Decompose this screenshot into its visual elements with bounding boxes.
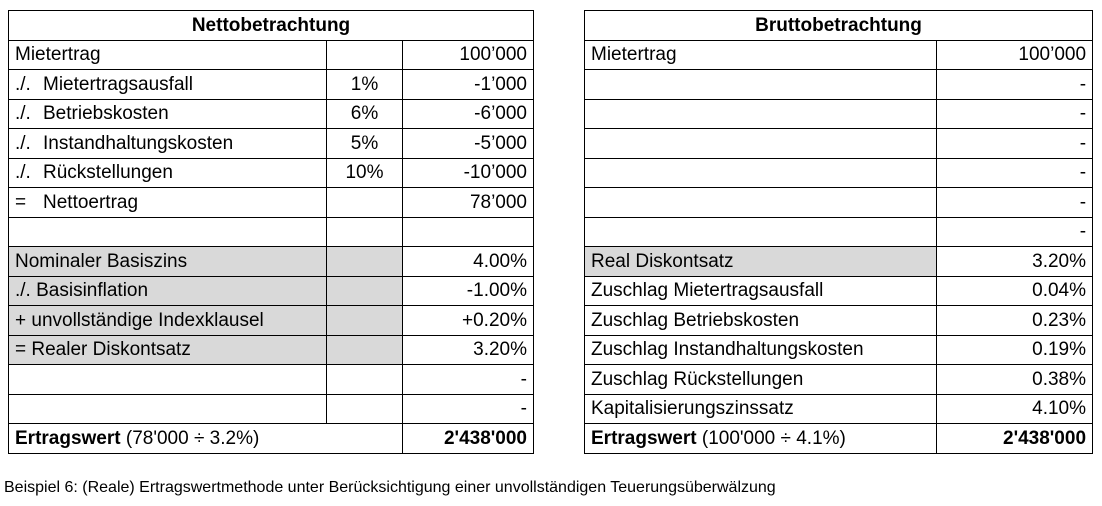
row-pct <box>327 335 403 365</box>
row-value: -5’000 <box>403 129 534 159</box>
row-pct <box>327 217 403 247</box>
row-value: 3.20% <box>937 247 1093 277</box>
table-row <box>9 129 534 159</box>
row-label <box>9 394 327 424</box>
row-label: Nominaler Basiszins <box>9 247 327 277</box>
row-value: -1.00% <box>403 276 534 306</box>
row-label <box>9 365 327 395</box>
row-label <box>585 99 937 129</box>
row-pct <box>327 394 403 424</box>
row-pct <box>327 188 403 218</box>
row-label-text: Rückstellungen <box>43 162 173 184</box>
row-label: Real Diskontsatz <box>585 247 937 277</box>
table-row <box>585 129 1093 159</box>
table-row <box>9 365 534 395</box>
total-value: 2'438'000 <box>937 424 1093 454</box>
row-label: Mietertrag <box>585 40 937 70</box>
row-label: = Realer Diskontsatz <box>9 335 327 365</box>
row-value <box>403 217 534 247</box>
row-label: + unvollständige Indexklausel <box>9 306 327 336</box>
total-label-bold: Ertragswert <box>591 427 697 449</box>
netto-total-row <box>9 424 534 454</box>
row-value: 0.38% <box>937 365 1093 395</box>
total-label <box>9 424 403 454</box>
row-value: 0.19% <box>937 335 1093 365</box>
row-value: - <box>937 158 1093 188</box>
total-label-rest: (78'000 ÷ 3.2%) <box>120 427 260 449</box>
row-value: - <box>937 70 1093 100</box>
row-value: - <box>937 129 1093 159</box>
row-label <box>585 70 937 100</box>
row-label: Zuschlag Rückstellungen <box>585 365 937 395</box>
row-label <box>9 217 327 247</box>
row-label: Zuschlag Instandhaltungskosten <box>585 335 937 365</box>
row-label: Kapitalisierungszinssatz <box>585 394 937 424</box>
row-prefix: ./. <box>15 132 31 154</box>
row-prefix: ./. <box>15 162 31 184</box>
row-pct <box>327 306 403 336</box>
table-row <box>9 217 534 247</box>
row-label <box>9 188 327 218</box>
row-value: -10’000 <box>403 158 534 188</box>
brutto-table <box>584 10 1093 454</box>
row-label <box>585 188 937 218</box>
table-row <box>585 188 1093 218</box>
row-value: 0.23% <box>937 306 1093 336</box>
row-prefix: = <box>15 191 27 213</box>
table-row <box>9 188 534 218</box>
row-pct: 1% <box>327 70 403 100</box>
table-row <box>585 394 1093 424</box>
row-prefix: ./. <box>15 73 31 95</box>
row-label <box>585 217 937 247</box>
total-value: 2'438'000 <box>403 424 534 454</box>
row-value: - <box>403 394 534 424</box>
row-value: -6’000 <box>403 99 534 129</box>
row-value: - <box>937 188 1093 218</box>
row-value: - <box>403 365 534 395</box>
row-value: - <box>937 217 1093 247</box>
total-label-bold: Ertragswert <box>15 427 121 449</box>
row-pct <box>327 40 403 70</box>
row-pct: 6% <box>327 99 403 129</box>
table-row <box>9 99 534 129</box>
row-value: 100’000 <box>403 40 534 70</box>
row-value: +0.20% <box>403 306 534 336</box>
row-value: -1’000 <box>403 70 534 100</box>
table-row <box>585 217 1093 247</box>
table-row <box>585 158 1093 188</box>
table-row <box>9 40 534 70</box>
table-row <box>585 70 1093 100</box>
row-label: Zuschlag Mietertragsausfall <box>585 276 937 306</box>
row-label-text: Nettoertrag <box>43 191 139 213</box>
netto-header-row <box>9 11 534 41</box>
row-pct <box>327 247 403 277</box>
figure-caption: Beispiel 6: (Reale) Ertragswertmethode unter Berücksichtigung einer unvollständigen Teuerungsüberwälzung <box>4 479 776 496</box>
brutto-total-row <box>585 424 1093 454</box>
table-row <box>585 99 1093 129</box>
row-value: 78’000 <box>403 188 534 218</box>
row-value: 4.10% <box>937 394 1093 424</box>
row-label-text: Mietertragsausfall <box>43 73 193 95</box>
table-row <box>585 365 1093 395</box>
table-row <box>9 276 534 306</box>
row-value: - <box>937 99 1093 129</box>
brutto-header-row <box>585 11 1093 41</box>
row-label <box>9 40 327 70</box>
row-label-text: Betriebskosten <box>43 103 169 125</box>
table-row <box>9 394 534 424</box>
row-value: 3.20% <box>403 335 534 365</box>
table-row <box>585 306 1093 336</box>
table-row <box>585 247 1093 277</box>
row-label <box>9 129 327 159</box>
row-label-text: Mietertrag <box>15 44 101 66</box>
total-label-rest: (100'000 ÷ 4.1%) <box>696 427 846 449</box>
row-label <box>9 70 327 100</box>
total-label <box>585 424 937 454</box>
row-label: Zuschlag Betriebskosten <box>585 306 937 336</box>
row-label <box>585 158 937 188</box>
row-label <box>9 158 327 188</box>
table-row <box>585 335 1093 365</box>
row-value: 0.04% <box>937 276 1093 306</box>
netto-title: Nettobetrachtung <box>9 11 534 41</box>
row-label-text: Instandhaltungskosten <box>43 132 234 154</box>
table-row <box>9 70 534 100</box>
table-row <box>9 247 534 277</box>
table-row <box>9 335 534 365</box>
row-prefix: ./. <box>15 103 31 125</box>
row-label: ./. Basisinflation <box>9 276 327 306</box>
row-label <box>585 129 937 159</box>
table-row <box>585 40 1093 70</box>
table-row <box>9 158 534 188</box>
row-pct <box>327 365 403 395</box>
netto-table <box>8 10 534 454</box>
brutto-title: Bruttobetrachtung <box>585 11 1093 41</box>
row-label <box>9 99 327 129</box>
row-pct <box>327 276 403 306</box>
row-value: 4.00% <box>403 247 534 277</box>
row-pct: 10% <box>327 158 403 188</box>
row-pct: 5% <box>327 129 403 159</box>
table-row <box>585 276 1093 306</box>
table-row <box>9 306 534 336</box>
row-value: 100’000 <box>937 40 1093 70</box>
